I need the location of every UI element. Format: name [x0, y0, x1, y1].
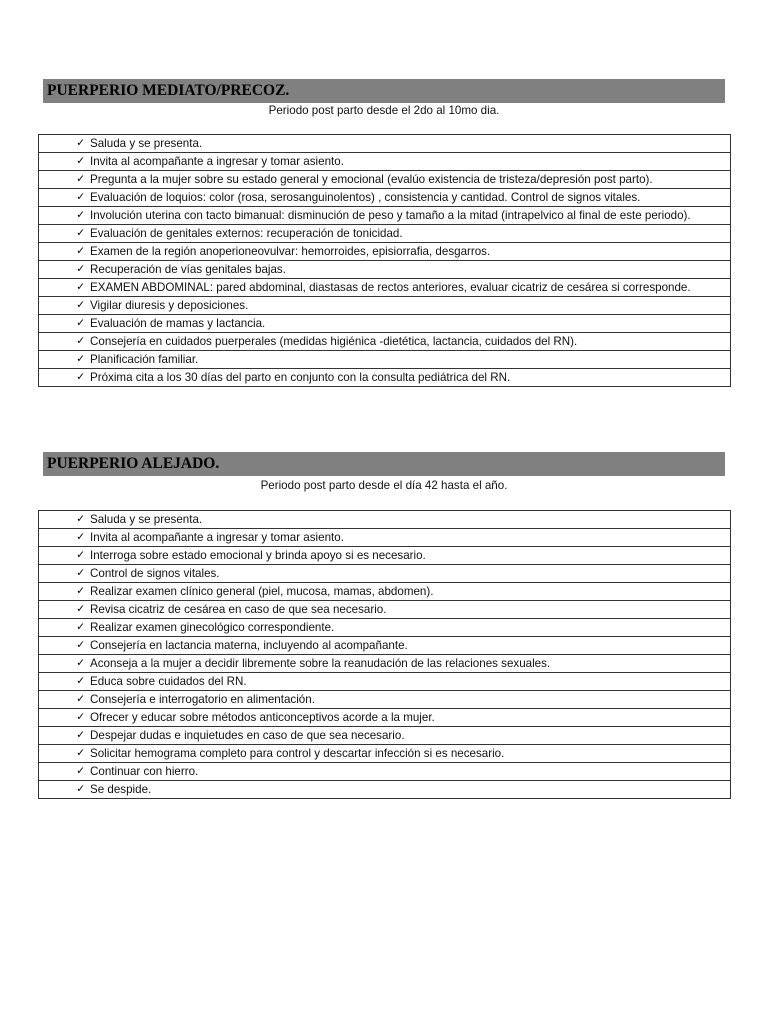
checklist-row: [39, 171, 731, 189]
checklist-row: [39, 727, 731, 745]
check-icon: ✓: [76, 155, 85, 167]
checklist-row: [39, 369, 731, 387]
checklist-row: [39, 189, 731, 207]
checklist-row: [39, 763, 731, 781]
checklist-item-text: Se despide.: [90, 783, 152, 796]
check-icon: ✓: [76, 227, 85, 239]
checklist-row: [39, 547, 731, 565]
checklist-row: [39, 529, 731, 547]
check-icon: ✓: [76, 747, 85, 759]
check-icon: ✓: [76, 263, 85, 275]
checklist-item-text: Pregunta a la mujer sobre su estado general y emocional (evalúo existencia de tristeza/depresión post parto).: [90, 173, 653, 186]
checklist-item-text: Despejar dudas e inquietudes en caso de que sea necesario.: [90, 729, 405, 742]
check-icon: ✓: [76, 783, 85, 795]
checklist-row: [39, 511, 731, 529]
checklist-item-text: Consejería en cuidados puerperales (medidas higiénica -dietética, lactancia, cuidados del RN).: [90, 335, 578, 348]
check-icon: ✓: [76, 765, 85, 777]
check-icon: ✓: [76, 621, 85, 633]
check-icon: ✓: [76, 603, 85, 615]
checklist-table: [38, 134, 731, 387]
checklist-row: [39, 691, 731, 709]
checklist-item-text: Involución uterina con tacto bimanual: disminución de peso y tamaño a la mitad (intrapelvico al final de este periodo).: [90, 209, 691, 222]
checklist-row: [39, 565, 731, 583]
check-icon: ✓: [76, 209, 85, 221]
checklist-item-text: Realizar examen clínico general (piel, mucosa, mamas, abdomen).: [90, 585, 434, 598]
checklist-row: [39, 583, 731, 601]
checklist-row: [39, 243, 731, 261]
check-icon: ✓: [76, 281, 85, 293]
check-icon: ✓: [76, 335, 85, 347]
section-title: PUERPERIO MEDIATO/PRECOZ.: [43, 79, 725, 103]
checklist-item-text: Evaluación de genitales externos: recuperación de tonicidad.: [90, 227, 403, 240]
check-icon: ✓: [76, 549, 85, 561]
check-icon: ✓: [76, 353, 85, 365]
check-icon: ✓: [76, 531, 85, 543]
checklist-item-text: Próxima cita a los 30 días del parto en conjunto con la consulta pediátrica del RN.: [90, 371, 511, 384]
section-subtitle: Periodo post parto desde el día 42 hasta el año.: [260, 479, 508, 492]
checklist-item-text: Educa sobre cuidados del RN.: [90, 675, 247, 688]
check-icon: ✓: [76, 657, 85, 669]
checklist-item-text: Saluda y se presenta.: [90, 513, 203, 526]
checklist-item-text: Consejería e interrogatorio en alimentación.: [90, 693, 315, 706]
check-icon: ✓: [76, 371, 85, 383]
check-icon: ✓: [76, 191, 85, 203]
checklist-item-text: Continuar con hierro.: [90, 765, 199, 778]
checklist-row: [39, 745, 731, 763]
checklist-item-text: Realizar examen ginecológico correspondiente.: [90, 621, 335, 634]
checklist-item-text: Interroga sobre estado emocional y brinda apoyo si es necesario.: [90, 549, 426, 562]
checklist-item-text: Revisa cicatriz de cesárea en caso de que sea necesario.: [90, 603, 387, 616]
check-icon: ✓: [76, 513, 85, 525]
checklist-item-text: Examen de la región anoperioneovulvar: hemorroides, episiorrafia, desgarros.: [90, 245, 491, 258]
checklist-item-text: Aconseja a la mujer a decidir libremente sobre la reanudación de las relaciones sexuales.: [90, 657, 551, 670]
checklist-item-text: Evaluación de loquios: color (rosa, serosanguinolentos) , consistencia y cantidad. Control de signos vitales.: [90, 191, 641, 204]
checklist-row: [39, 333, 731, 351]
checklist-item-text: Consejería en lactancia materna, incluyendo al acompañante.: [90, 639, 408, 652]
check-icon: ✓: [76, 317, 85, 329]
checklist-row: [39, 315, 731, 333]
checklist-row: [39, 781, 731, 799]
checklist-table: [38, 510, 731, 799]
section-title: PUERPERIO ALEJADO.: [43, 452, 725, 476]
checklist-row: [39, 135, 731, 153]
check-icon: ✓: [76, 137, 85, 149]
checklist-row: [39, 709, 731, 727]
checklist-item-text: Vigilar diuresis y deposiciones.: [90, 299, 249, 312]
checklist-item-text: Ofrecer y educar sobre métodos anticonceptivos acorde a la mujer.: [90, 711, 435, 724]
check-icon: ✓: [76, 299, 85, 311]
checklist-item-text: Invita al acompañante a ingresar y tomar asiento.: [90, 155, 344, 168]
checklist-row: [39, 619, 731, 637]
checklist-row: [39, 153, 731, 171]
checklist-item-text: Recuperación de vías genitales bajas.: [90, 263, 286, 276]
check-icon: ✓: [76, 675, 85, 687]
checklist-row: [39, 297, 731, 315]
checklist-item-text: EXAMEN ABDOMINAL: pared abdominal, diastasas de rectos anteriores, evaluar cicatriz de cesárea si corresponde.: [90, 281, 691, 294]
checklist-item-text: Planificación familiar.: [90, 353, 199, 366]
checklist-item-text: Invita al acompañante a ingresar y tomar asiento.: [90, 531, 344, 544]
check-icon: ✓: [76, 585, 85, 597]
checklist-row: [39, 279, 731, 297]
checklist-row: [39, 673, 731, 691]
checklist-item-text: Control de signos vitales.: [90, 567, 220, 580]
checklist-item-text: Saluda y se presenta.: [90, 137, 203, 150]
checklist-row: [39, 637, 731, 655]
check-icon: ✓: [76, 711, 85, 723]
check-icon: ✓: [76, 729, 85, 741]
checklist-row: [39, 207, 731, 225]
checklist-row: [39, 601, 731, 619]
checklist-row: [39, 225, 731, 243]
check-icon: ✓: [76, 173, 85, 185]
check-icon: ✓: [76, 639, 85, 651]
checklist-row: [39, 261, 731, 279]
check-icon: ✓: [76, 567, 85, 579]
checklist-row: [39, 351, 731, 369]
checklist-item-text: Evaluación de mamas y lactancia.: [90, 317, 266, 330]
checklist-item-text: Solicitar hemograma completo para control y descartar infección si es necesario.: [90, 747, 505, 760]
check-icon: ✓: [76, 693, 85, 705]
checklist-row: [39, 655, 731, 673]
check-icon: ✓: [76, 245, 85, 257]
section-subtitle: Periodo post parto desde el 2do al 10mo dia.: [268, 104, 500, 117]
